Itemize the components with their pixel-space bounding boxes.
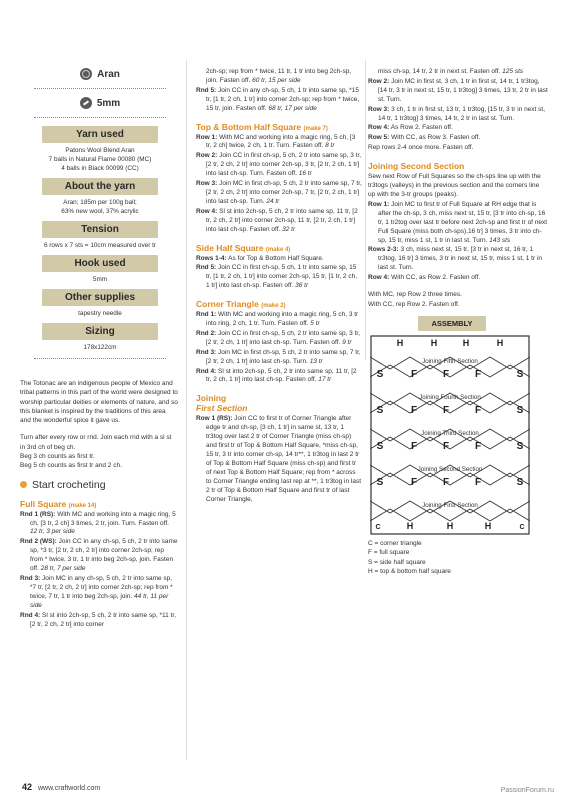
side-square-letter: S <box>376 404 384 416</box>
corner-triangle-letter: C <box>519 523 525 531</box>
instruction-row <box>196 349 362 367</box>
yarn-used-heading: Yarn used <box>42 126 158 143</box>
row-text: Sl st into 2ch-sp, 5 ch, 2 tr into same sp, 11 tr, [2 tr, 2 ch, 2 tr] into corner 2ch-sp, 11 tr, [2 tr, 2 ch, 1 tr] into last ch-sp. Fasten off. <box>206 207 358 233</box>
row-label: Rnd 1: <box>196 311 217 319</box>
column-left <box>20 0 178 630</box>
row-count: 9 tr <box>340 338 352 346</box>
row-label: Rnd 4: <box>20 611 41 619</box>
row-text: Join CC in first ch-sp, 5 ch, 1 tr into same sp, 15 tr, [1 tr, 2 ch, 1 tr] into corner 2ch-sp, 15 tr, [1 tr, 2 ch, 1 tr] into last ch-sp. Fasten off. <box>206 264 358 290</box>
side-square-letter: S <box>516 440 524 452</box>
row-label: Row 2: <box>196 152 218 160</box>
instruction-row <box>20 575 178 611</box>
row-text: Join MC in first ch-sp, 5 ch, 2 tr into same sp, 7 tr, [2 tr, 2 ch, 2 tr] into corner 2ch-sp, 7 tr, [2 tr, 2 ch, 1 tr] into last ch-sp. Turn. <box>206 180 362 205</box>
row-label: Rnd 1 (RS): <box>20 510 56 518</box>
instruction-row <box>196 368 362 386</box>
row-text: With MC and working into a magic ring, 5 ch, 3 tr into ring, 2 ch, 1 tr. Turn. Fasten off. <box>206 311 359 328</box>
instruction-row <box>196 330 362 348</box>
yarn-weight-text: Aran <box>97 68 120 80</box>
start-crocheting-heading <box>20 479 178 491</box>
hook-used-details: 5mm <box>92 276 108 283</box>
side-square-letter: S <box>516 476 524 488</box>
yarn-line: Patons Wool Blend Aran <box>65 147 135 154</box>
row-label: Row 1 (RS): <box>196 415 233 423</box>
full-square-letter: F <box>442 476 450 488</box>
watermark: PassionForum.ru <box>500 787 554 794</box>
row-label: Row 3: <box>368 105 390 113</box>
corner-triangle-letter: C <box>375 523 381 531</box>
row-label: Rnd 3: <box>20 575 41 583</box>
row-label: Row 1: <box>196 133 218 141</box>
instruction-row <box>368 106 548 124</box>
bullet-dot-icon <box>20 481 27 488</box>
beg5-note: Beg 5 ch counts as first tr and 2 ch. <box>20 462 122 470</box>
row-count: 24 tr <box>264 197 280 205</box>
crochet-hook-icon <box>80 97 92 109</box>
column-middle <box>196 68 362 505</box>
row-label: Rnd 2: <box>196 329 217 337</box>
row-text: 3 ch, 1 tr in first st, 13 tr, 1 tr3tog, [15 tr, 3 tr in next st, 14 tr, 1 tr3tog] 3 times, 14 tr, 2 tr in last st. Turn. <box>378 105 546 122</box>
full-square-letter: F <box>410 476 418 488</box>
full-square-title: Full Square <box>20 498 67 509</box>
about-line: Aran; 185m per 100g ball; <box>63 199 137 206</box>
row-count: 32 tr <box>280 225 296 233</box>
about-yarn-details <box>34 198 166 216</box>
half-square-letter: H <box>462 337 470 348</box>
tb-half-title: Top & Bottom Half Square <box>196 121 302 132</box>
row-text: Join CC in any ch-sp, 5 ch, 2 tr into same sp, *3 tr, [2 tr, 2 ch, 2 tr] into corner 2ch-sp; rep from * twice, 3 tr, 1 tr into beg 2ch-sp, join. Fasten off. <box>30 538 178 573</box>
side-square-letter: S <box>516 368 524 380</box>
turn-note: Turn after every row or rnd. Join each rnd with a sl st in 3rd ch of beg ch. <box>20 434 172 451</box>
instruction-row <box>196 208 362 235</box>
side-square-letter: S <box>376 368 384 380</box>
row-label: Row 3: <box>196 180 218 188</box>
side-square-letter: S <box>376 440 384 452</box>
instruction-row <box>196 415 362 504</box>
joining-rows <box>196 415 362 504</box>
full-square-rows <box>20 511 178 630</box>
row-count: 8 tr <box>323 142 335 150</box>
yarn-line: 4 balls in Black 00099 (CC) <box>61 165 139 172</box>
yarn-used-details <box>34 146 166 173</box>
column-right <box>368 68 548 577</box>
start-title-text: Start crocheting <box>32 478 106 491</box>
row-label: Rnd 5: <box>196 86 217 94</box>
side-half-rows <box>196 255 362 292</box>
section-label: Joining Fourth Section <box>419 393 481 401</box>
full-square-count: (make 14) <box>68 502 97 509</box>
corner-triangle-heading <box>196 299 362 309</box>
beg3-note: Beg 3 ch counts as first tr. <box>20 453 95 461</box>
side-square-letter: S <box>516 404 524 416</box>
section-label: Joining Fifth Section <box>422 357 478 365</box>
hook-size <box>34 97 166 109</box>
divider <box>34 88 166 89</box>
hook-size-text: 5mm <box>96 97 121 109</box>
section-label: Joining First Section <box>422 501 478 509</box>
half-square-letter: H <box>430 337 438 348</box>
row-label: Rnd 4: <box>196 367 217 375</box>
divider <box>34 358 166 359</box>
cont-text: 2ch-sp; rep from * twice, 11 tr, 1 tr into beg 2ch-sp, join. Fasten off. <box>206 68 352 84</box>
full-square-letter: F <box>442 440 450 452</box>
joining-second-heading: Joining Second Section <box>368 161 465 172</box>
row-count: 36 tr <box>293 282 309 290</box>
row-text: As for Top & Bottom Half Square. <box>226 254 324 262</box>
rnd-row <box>196 87 362 114</box>
full-square-letter: F <box>474 476 482 488</box>
pattern-info-sidebar <box>34 68 166 359</box>
row-count: 28 tr, 7 per side <box>38 565 86 573</box>
row-text: Join MC in first st, 3 ch, 1 tr in first st, 14 tr, 1 tr3tog, [14 tr, 3 tr in next st, 15 tr, 1 tr3tog] 3 times, 13 tr, 2 tr in last st. Turn. <box>378 77 548 103</box>
corner-triangle-count: (make 2) <box>261 303 286 310</box>
instruction-row <box>196 134 362 152</box>
instruction-row <box>196 152 362 179</box>
row-count: 17 tr <box>316 376 332 384</box>
full-square-letter: F <box>442 404 450 416</box>
half-square-letter: H <box>396 337 404 348</box>
other-supplies-heading: Other supplies <box>42 289 158 306</box>
about-line: 63% new wool, 37% acrylic <box>61 208 139 215</box>
row-label: Row 5: <box>368 134 390 142</box>
row-text: Join CC in any ch-sp, 5 ch, 1 tr into same sp, *15 tr, [1 tr, 2 ch, 1 tr] into corner 2ch-sp; rep from * twice, 15 tr, join. Fasten off. <box>206 86 360 112</box>
row-text: Join CC in first ch-sp, 5 ch, 2 tr into same sp, 3 tr, [2 tr, 2 ch, 2 tr] into corner 2ch-sp, 3 tr, [2 tr, 2 ch, 1 tr] into last ch-sp. Turn. Fasten off. <box>206 152 362 178</box>
full-square-letter: F <box>410 404 418 416</box>
with-mc-note: With MC, rep Row 2 three times. <box>368 291 462 299</box>
row-label: Rnd 5: <box>196 264 217 272</box>
tension-details: 6 rows x 7 sts = 10cm measured over tr <box>43 242 157 249</box>
half-square-letter: H <box>496 337 504 348</box>
cont-count: 60 tr, 15 per side <box>250 76 301 84</box>
row-count: 5 tr <box>308 320 320 328</box>
full-square-letter: F <box>474 404 482 416</box>
full-square-letter: F <box>474 368 482 380</box>
row-count: 12 tr, 3 per side <box>30 528 75 536</box>
tb-half-heading <box>196 122 362 132</box>
row-label: Rows 2-3: <box>368 246 399 254</box>
intro-block <box>20 379 178 471</box>
with-cc-note: With CC, rep Row 2. Fasten off. <box>368 300 460 308</box>
instruction-row <box>368 274 548 283</box>
cont-text: miss ch-sp, 14 tr, 2 tr in next st. Fasten off. <box>378 68 501 75</box>
intro-paragraph: The Totonac are an indigenous people of Mexico and tribal patterns in this part of the world were designed to worship particular deities or elements of nature, and so this blanket is inspired by the traditions of this area and the wonderful spice it gave us. <box>20 380 178 425</box>
instruction-row <box>20 511 178 538</box>
row-label: Row 1: <box>368 200 390 208</box>
joining-second-intro: Sew next Row of Full Squares so the ch-sps line up with the tr3togs (valleys) in the previous section and the corners line up with the 3-tr groups (peaks). <box>368 173 541 198</box>
joining-heading: Joining <box>196 393 227 404</box>
instruction-row <box>368 78 548 105</box>
row-text: With MC and working into a magic ring, 5 ch, [3 tr, 2 ch] twice, 2 ch, 1 tr. Turn. Fasten off. <box>206 133 356 150</box>
yarn-weight <box>34 68 166 80</box>
corner-triangle-title: Corner Triangle <box>196 299 259 310</box>
full-square-letter: F <box>410 368 418 380</box>
section-label: Joining Third Section <box>421 429 479 437</box>
row-text: As Row 2. Fasten off. <box>389 124 453 132</box>
row-label: Row 4: <box>196 207 218 215</box>
row-text: Join MC in first ch-sp, 5 ch, 2 tr into same sp, 7 tr, [2 tr, 2 ch, 1 tr] into last ch-sp. Turn. <box>206 348 361 365</box>
cont-count: 125 sts <box>500 68 524 75</box>
row-text: With CC, as Row 2. Fasten off. <box>389 274 481 282</box>
row-label: Rows 1-4: <box>196 254 227 262</box>
legend-half: H = top & bottom half square <box>368 568 451 576</box>
column-rule <box>365 60 366 360</box>
row-label: Row 4: <box>368 274 390 282</box>
diagram-legend <box>368 539 548 577</box>
section-rows <box>368 78 548 143</box>
half-square-letter: H <box>446 520 454 531</box>
page-number: 42 <box>22 782 33 792</box>
row-text: Join CC to first tr of Corner Triangle after edge tr and ch-sp, [3 ch, 1 tr] in same st, 13 tr, 1 tr3tog over last 2 tr of Corner Triangle (miss ch-sp) and first tr of Top & Bottom Half Square, *miss ch-sp, 15 tr, 3 tr into corner ch-sp, 14 tr**, 1 tr3tog in last 2 tr of Top & Bottom Half Square (miss ch-sp) and first tr of next Top & Bottom Half Square; rep from * across to Corner Triangle ending last rep at **, 1 tr3tog in last 2 tr of Top & Bottom Half Square and first tr of last Corner Triangle, <box>206 415 362 503</box>
rnd-continuation <box>196 68 362 86</box>
tb-half-count: (make 7) <box>303 125 328 132</box>
tension-heading: Tension <box>42 221 158 238</box>
legend-side: S = side half square <box>368 558 426 566</box>
side-half-count: (make 4) <box>265 246 291 253</box>
row-count: 68 tr, 17 per side <box>266 104 317 112</box>
sizing-details: 178x122cm <box>83 344 117 351</box>
row-text: Join MC to first tr of Full Square at RH edge that is after the ch-sp, 3 ch, miss next st, 15 tr, [3 tr into ch-sp, 16 tr, 1 tr2tog over last tr before next 2ch-sp and first tr of next Full Square (miss both ch-sps),16 tr] 3 times, 3 tr into ch-sp, 15 tr, miss 1 st, 1 tr in last st. Turn. <box>378 200 548 244</box>
row-text: Sl st into 2ch-sp, 5 ch, 2 tr into same sp, 11 tr, [2 tr, 2 ch, 1 tr] into last ch-sp. Fasten off. <box>206 367 357 384</box>
row-label: Row 4: <box>368 124 390 132</box>
side-half-title: Side Half Square <box>196 242 264 253</box>
row-count: 16 tr <box>296 170 312 178</box>
section-label: Joining Second Section <box>417 465 483 473</box>
instruction-row <box>196 180 362 207</box>
assembly-heading: ASSEMBLY <box>418 316 486 331</box>
row-text: Join MC in any ch-sp, 5 ch, 2 tr into same sp, *7 tr, [2 tr, 2 ch, 2 tr] into corner 2ch-sp; rep from * twice, 7 tr, 1 tr into beg 2ch-sp, join. <box>30 575 173 600</box>
full-square-letter: F <box>410 440 418 452</box>
full-square-heading <box>20 499 178 509</box>
instruction-row <box>368 124 548 133</box>
instruction-row <box>20 538 178 574</box>
row-label: Rnd 3: <box>196 348 217 356</box>
repeat-note: Rep rows 2-4 once more. Fasten off. <box>368 144 474 152</box>
half-square-letter: H <box>484 520 492 531</box>
corner-triangle-rows <box>196 311 362 385</box>
row-text: 3 ch, miss next st, 15 tr, [3 tr in next st, 16 tr, 1 tr3tog, 16 tr] 3 times, 3 tr in next st, 15 tr, miss 1 st, 1 tr in last st. Turn. <box>378 246 543 272</box>
assembly-diagram <box>370 335 530 535</box>
yarn-line: 7 balls in Natural Flame 00080 (MC) <box>48 156 152 163</box>
legend-corner: C = corner triangle <box>368 539 422 547</box>
instruction-row <box>368 246 548 273</box>
instruction-row <box>368 134 548 143</box>
instruction-row <box>196 264 362 291</box>
full-square-letter: F <box>474 440 482 452</box>
row-continuation <box>368 68 548 77</box>
first-section-heading: First Section <box>196 403 248 414</box>
other-supplies-details: tapestry needle <box>78 310 122 317</box>
divider <box>34 117 166 118</box>
instruction-row <box>20 612 178 630</box>
page-footer <box>22 782 100 792</box>
legend-full: F = full square <box>368 549 410 557</box>
row-text: With CC, as Row 3. Fasten off. <box>389 134 481 142</box>
column-rule <box>186 60 187 760</box>
yarn-ball-icon <box>80 68 92 80</box>
instruction-row <box>196 311 362 329</box>
row-count: 143 sts <box>487 236 511 244</box>
hook-used-heading: Hook used <box>42 255 158 272</box>
site-url[interactable]: www.craftworld.com <box>37 785 101 792</box>
tb-half-rows <box>196 134 362 235</box>
sizing-heading: Sizing <box>42 323 158 340</box>
about-yarn-heading: About the yarn <box>42 178 158 195</box>
full-square-letter: F <box>442 368 450 380</box>
row-text: With MC and working into a magic ring, 5 ch, [3 tr, 2 ch] 3 times, 2 tr, join. Turn. Fasten off. <box>30 510 176 527</box>
half-square-letter: H <box>406 520 414 531</box>
row-label: Rnd 2 (WS): <box>20 538 57 546</box>
row-text: Join CC in first ch-sp, 5 ch, 2 tr into same sp, 3 tr, [2 tr, 2 ch, 1 tr] into last ch-sp. Turn. Fasten off. <box>206 329 361 346</box>
row-text: Sl st into 2ch-sp, 5 ch, 2 tr into same sp, *11 tr, [2 tr, 2 ch, 2 tr] into corner <box>30 611 176 628</box>
side-square-letter: S <box>376 476 384 488</box>
instruction-row <box>196 255 362 264</box>
instruction-row <box>368 201 548 246</box>
side-half-heading <box>196 243 362 253</box>
row-count: 13 tr <box>307 357 323 365</box>
joining-second-rows <box>368 201 548 283</box>
row-count: 44 tr, 11 per side <box>30 592 169 609</box>
row-label: Row 2: <box>368 77 390 85</box>
